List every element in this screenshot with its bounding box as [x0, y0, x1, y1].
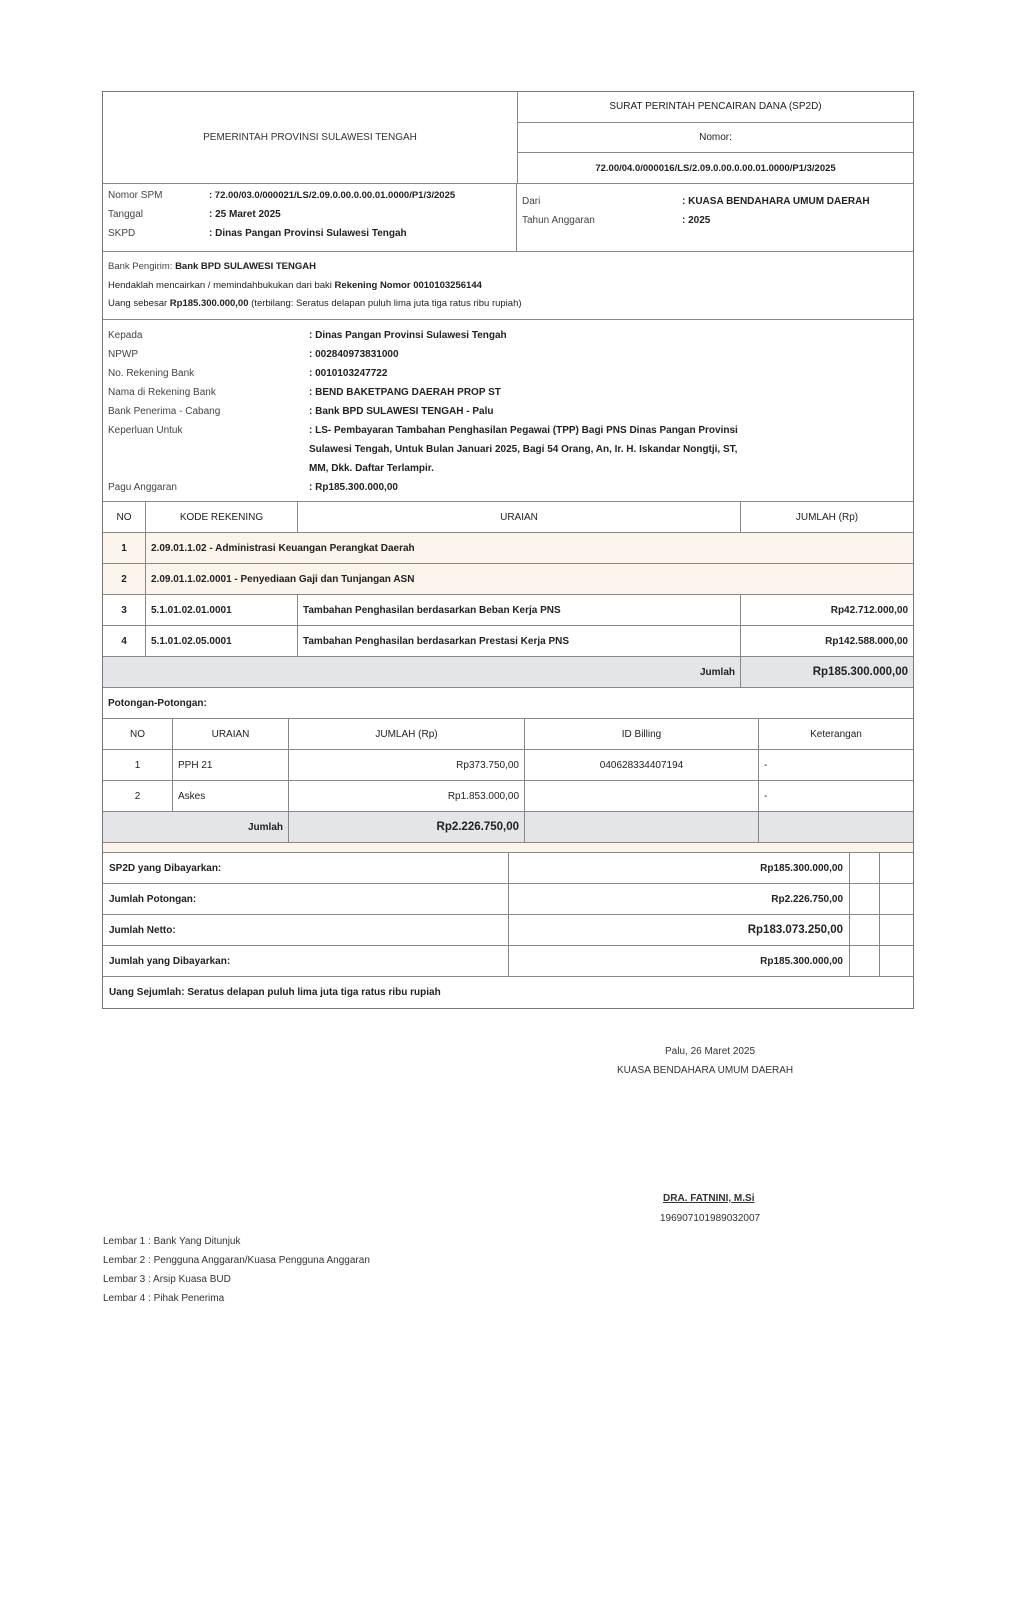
spm-right	[517, 184, 913, 251]
row-jumlah: Rp142.588.000,00	[825, 635, 908, 647]
government-title: PEMERINTAH PROVINSI SULAWESI TENGAH	[103, 92, 518, 183]
col-uraian: URAIAN	[173, 719, 289, 749]
terbilang-total: Uang Sejumlah: Seratus delapan puluh lima juta tiga ratus ribu rupiah	[109, 987, 441, 998]
row-group-text: 2.09.01.1.02 - Administrasi Keuangan Perangkat Daerah	[151, 542, 415, 554]
table-row	[103, 781, 913, 812]
row-jumlah: Rp373.750,00	[289, 750, 525, 780]
list-item: Lembar 1 : Bank Yang Ditunjuk	[103, 1236, 241, 1247]
col-jumlah: JUMLAH (Rp)	[289, 719, 525, 749]
rekening-total-row	[103, 657, 913, 688]
potongan-total-row	[103, 812, 913, 843]
row-no: 1	[103, 750, 173, 780]
doc-title: SURAT PERINTAH PENCAIRAN DANA (SP2D)	[609, 101, 822, 113]
place-date: Palu, 26 Maret 2025	[665, 1046, 756, 1057]
list-item: Lembar 2 : Pengguna Anggaran/Kuasa Pengguna Anggaran	[103, 1255, 370, 1266]
spm-left	[103, 184, 517, 251]
row-keterangan: -	[764, 790, 768, 802]
skpd-value: : Dinas Pangan Provinsi Sulawesi Tengah	[209, 228, 407, 239]
row-kode: 5.1.01.02.01.0001	[146, 595, 298, 625]
nomor-label: Nomor:	[518, 122, 913, 153]
row-id-billing: 040628334407194	[525, 750, 759, 780]
row-uraian: Tambahan Penghasilan berdasarkan Beban Kerja PNS	[298, 595, 741, 625]
row-no: 1	[103, 533, 146, 563]
col-uraian: URAIAN	[298, 502, 741, 532]
pagu-value: : Rp185.300.000,00	[309, 482, 398, 493]
table-row	[103, 626, 913, 657]
row-no: 3	[103, 595, 146, 625]
npwp-label: NPWP	[108, 349, 138, 360]
row-jumlah: Rp42.712.000,00	[830, 604, 908, 616]
summary-row	[103, 853, 913, 884]
row-no: 2	[103, 781, 173, 811]
col-keterangan: Keterangan	[810, 728, 862, 740]
summary-label: Jumlah Netto:	[103, 915, 509, 945]
table-row	[103, 564, 913, 595]
terbilang-row	[103, 977, 913, 1008]
keperluan-line-3: MM, Dkk. Daftar Terlampir.	[309, 463, 434, 474]
summary-row	[103, 884, 913, 915]
row-no: 4	[103, 626, 146, 656]
norek-label: No. Rekening Bank	[108, 368, 195, 379]
list-item: Lembar 4 : Pihak Penerima	[103, 1293, 225, 1304]
spm-info	[103, 184, 913, 252]
uang-sebesar-label: Uang sebesar	[108, 298, 168, 309]
bank-pengirim-value: Bank BPD SULAWESI TENGAH	[175, 261, 316, 272]
summary-label: Jumlah yang Dibayarkan:	[103, 946, 509, 976]
potongan-title-row	[103, 688, 913, 719]
dari-label: Dari	[522, 196, 541, 207]
row-uraian: Askes	[173, 781, 289, 811]
rekening-sumber: Rekening Nomor 0010103256144	[334, 279, 482, 291]
summary-value: Rp183.073.250,00	[509, 915, 850, 945]
row-uraian: Tambahan Penghasilan berdasarkan Prestasi Kerja PNS	[298, 626, 741, 656]
document-header	[103, 92, 913, 184]
potongan-total-label: Jumlah	[103, 812, 289, 842]
col-no: NO	[103, 502, 146, 532]
col-jumlah: JUMLAH (Rp)	[795, 511, 859, 523]
pagu-label: Pagu Anggaran	[108, 482, 177, 493]
col-id-billing: ID Billing	[525, 719, 759, 749]
row-jumlah: Rp1.853.000,00	[289, 781, 525, 811]
sp2d-document	[102, 91, 914, 1009]
instruction-text: Hendaklah mencairkan / memindahbukukan dari baki	[108, 279, 332, 291]
total-label: Jumlah	[103, 657, 741, 687]
rekening-table-header	[103, 502, 913, 533]
nama-rekening-label: Nama di Rekening Bank	[108, 387, 216, 398]
summary-value: Rp2.226.750,00	[509, 884, 850, 914]
row-id-billing	[525, 781, 759, 811]
keperluan-line-1: : LS- Pembayaran Tambahan Penghasilan Pegawai (TPP) Bagi PNS Dinas Pangan Provinsi	[309, 425, 738, 436]
col-kode-rekening: KODE REKENING	[146, 502, 298, 532]
dari-value: : KUASA BENDAHARA UMUM DAERAH	[682, 196, 870, 207]
bank-pengirim-label: Bank Pengirim:	[108, 261, 173, 272]
row-uraian: PPH 21	[173, 750, 289, 780]
potongan-total-value: Rp2.226.750,00	[289, 812, 525, 842]
keperluan-label: Keperluan Untuk	[108, 425, 183, 436]
nomor-spm-value: : 72.00/03.0/000021/LS/2.09.0.00.0.00.01.0000/P1/3/2025	[209, 190, 456, 201]
signer-name: DRA. FATNINI, M.Si	[663, 1193, 755, 1204]
row-no: 2	[103, 564, 146, 594]
nama-rekening-value: : BEND BAKETPANG DAERAH PROP ST	[309, 387, 501, 398]
tahun-anggaran-label: Tahun Anggaran	[522, 215, 595, 226]
norek-value: : 0010103247722	[309, 368, 388, 379]
table-row	[103, 595, 913, 626]
tahun-anggaran-value: : 2025	[682, 215, 711, 226]
summary-value: Rp185.300.000,00	[509, 853, 850, 883]
bank-pengirim-block	[103, 252, 913, 320]
signer-nip: 196907101989032007	[660, 1213, 761, 1224]
col-no: NO	[103, 719, 173, 749]
table-row	[103, 533, 913, 564]
total-value: Rp185.300.000,00	[812, 666, 908, 678]
list-item: Lembar 3 : Arsip Kuasa BUD	[103, 1274, 231, 1285]
row-keterangan: -	[764, 759, 768, 771]
signer-position: KUASA BENDAHARA UMUM DAERAH	[617, 1065, 794, 1076]
row-group-text: 2.09.01.1.02.0001 - Penyediaan Gaji dan Tunjangan ASN	[151, 573, 415, 585]
lembar-list	[103, 1232, 370, 1308]
kepada-value: : Dinas Pangan Provinsi Sulawesi Tengah	[309, 330, 507, 341]
potongan-title: Potongan-Potongan:	[108, 697, 207, 709]
bank-cabang-value: : Bank BPD SULAWESI TENGAH - Palu	[309, 406, 494, 417]
skpd-label: SKPD	[108, 228, 136, 239]
nomor-spm-label: Nomor SPM	[108, 190, 163, 201]
table-row	[103, 750, 913, 781]
potongan-table-header	[103, 719, 913, 750]
tanggal-value: : 25 Maret 2025	[209, 209, 281, 220]
summary-label: Jumlah Potongan:	[103, 884, 509, 914]
tanggal-label: Tanggal	[108, 209, 144, 220]
nomor-value: 72.00/04.0/000016/LS/2.09.0.00.0.00.01.0000/P1/3/2025	[518, 152, 913, 183]
spacer-row	[103, 843, 913, 853]
keperluan-line-2: Sulawesi Tengah, Untuk Bulan Januari 2025, Bagi 54 Orang, An, Ir. H. Iskandar Nongtji, ST,	[309, 444, 738, 455]
npwp-value: : 002840973831000	[309, 349, 399, 360]
summary-label: SP2D yang Dibayarkan:	[103, 853, 509, 883]
penerima-block	[103, 320, 913, 502]
bank-cabang-label: Bank Penerima - Cabang	[108, 406, 221, 417]
row-kode: 5.1.01.02.05.0001	[146, 626, 298, 656]
terbilang-text: (terbilang: Seratus delapan puluh lima juta tiga ratus ribu rupiah)	[251, 298, 522, 309]
summary-row	[103, 946, 913, 977]
doc-title-block	[518, 92, 913, 183]
summary-row	[103, 915, 913, 946]
uang-sebesar-value: Rp185.300.000,00	[169, 298, 249, 309]
kepada-label: Kepada	[108, 330, 143, 341]
summary-value: Rp185.300.000,00	[509, 946, 850, 976]
